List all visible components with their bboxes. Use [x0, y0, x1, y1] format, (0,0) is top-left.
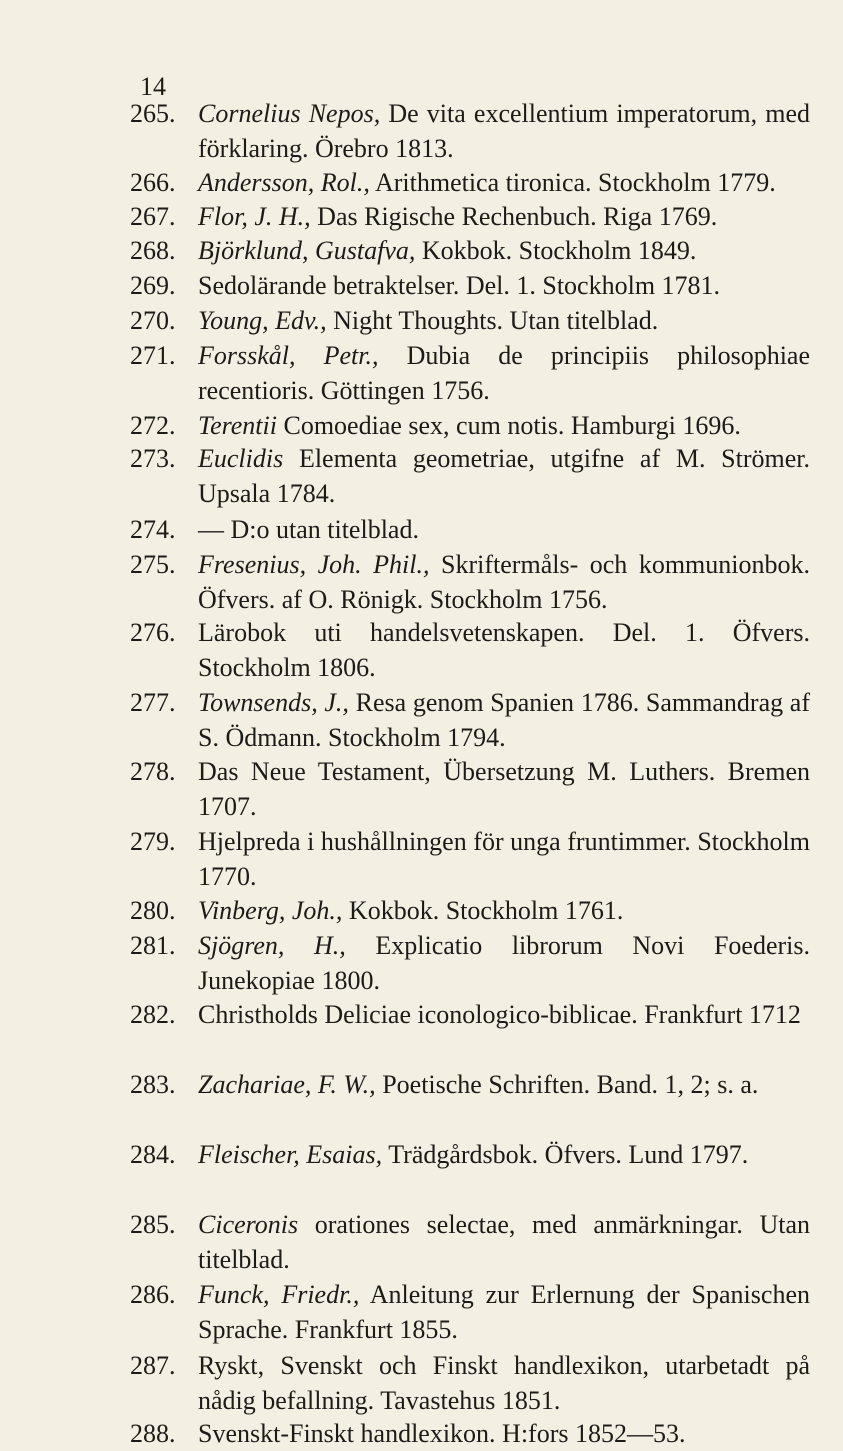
- entry-author: Young, Edv.,: [198, 306, 327, 335]
- entry-text: [198, 547, 810, 617]
- entry-title: Explicatio librorum Novi Foederis. Junekopiae 1800.: [198, 931, 811, 995]
- catalog-entry: [130, 408, 810, 443]
- page-number: 14: [140, 72, 166, 101]
- entry-author: Björklund, Gustafva,: [198, 236, 416, 265]
- catalog-entry: [130, 441, 810, 511]
- catalog-entry: [130, 96, 810, 166]
- entry-number: 271.: [130, 341, 176, 370]
- entry-number: 284.: [130, 1140, 176, 1169]
- entry-text: [198, 199, 810, 234]
- entry-text: [198, 96, 810, 166]
- catalog-entry: [130, 1137, 810, 1207]
- entry-title: Comoediae sex, cum notis. Hamburgi 1696.: [283, 411, 741, 440]
- entry-author: Townsends, J.,: [198, 688, 349, 717]
- catalog-entry: [130, 338, 810, 408]
- entry-number: 274.: [130, 515, 176, 544]
- entry-title: De vita excellentium imperatorum, med förklaring. Örebro 1813.: [198, 99, 811, 163]
- entry-text: [198, 1207, 810, 1277]
- catalog-entry: [130, 928, 810, 998]
- entry-text: [198, 997, 810, 1067]
- catalog-entry: [130, 685, 810, 755]
- entry-number: 270.: [130, 306, 176, 335]
- entry-title: Christholds Deliciae iconologico-biblicae. Frankfurt 1712: [198, 1000, 801, 1029]
- entry-author: Forsskål, Petr.,: [198, 341, 379, 370]
- entry-text: [198, 268, 810, 303]
- entry-number: 282.: [130, 1000, 176, 1029]
- entry-author: Ciceronis: [198, 1210, 299, 1239]
- entry-number: 273.: [130, 444, 176, 473]
- entry-text: [198, 441, 810, 511]
- entry-text: [198, 893, 810, 928]
- entry-number: 279.: [130, 827, 176, 856]
- entry-author: Sjögren, H.,: [198, 931, 346, 960]
- entry-number: 272.: [130, 411, 176, 440]
- entry-author: Terentii: [198, 411, 277, 440]
- entry-text: [198, 615, 810, 685]
- entry-title: Kokbok. Stockholm 1761.: [348, 896, 624, 925]
- entry-text: [198, 685, 810, 755]
- entry-number: 286.: [130, 1280, 176, 1309]
- entry-text: [198, 1137, 810, 1207]
- entry-author: Zachariae, F. W.,: [198, 1070, 376, 1099]
- entry-number: 265.: [130, 99, 176, 128]
- entry-title: Das Rigische Rechenbuch. Riga 1769.: [317, 202, 718, 231]
- catalog-entry: [130, 615, 810, 685]
- catalog-entry: [130, 1207, 810, 1277]
- entry-author: Fleischer, Esaias,: [198, 1140, 383, 1169]
- catalog-entry: [130, 824, 810, 894]
- catalog-entry: [130, 303, 810, 338]
- entry-text: [198, 1416, 810, 1451]
- entry-number: 288.: [130, 1419, 176, 1448]
- catalog-entry: [130, 1277, 810, 1347]
- catalog-entry: [130, 512, 810, 547]
- entry-number: 287.: [130, 1351, 176, 1380]
- entry-text: [198, 303, 810, 338]
- catalog-entry: [130, 754, 810, 824]
- entry-author: Funck, Friedr.,: [198, 1280, 360, 1309]
- entry-text: [198, 824, 810, 894]
- entry-number: 283.: [130, 1070, 176, 1099]
- catalog-entry: [130, 997, 810, 1067]
- entry-text: [198, 928, 810, 998]
- entry-title: Dubia de principiis philosophiae recentioris. Göttingen 1756.: [198, 341, 811, 405]
- entry-text: [198, 1277, 810, 1347]
- entry-number: 280.: [130, 896, 176, 925]
- entry-title: Poetische Schriften. Band. 1, 2; s. a.: [382, 1070, 759, 1099]
- entry-title: Elementa geometriae, utgifne af M. Strömer. Upsala 1784.: [198, 444, 811, 508]
- entry-author: Flor, J. H.,: [198, 202, 311, 231]
- entry-number: 275.: [130, 550, 176, 579]
- entry-number: 266.: [130, 168, 176, 197]
- entry-text: [198, 233, 810, 268]
- catalog-entry: [130, 1416, 810, 1451]
- catalog-entry: [130, 893, 810, 928]
- catalog-entry: [130, 199, 810, 234]
- entry-title: Night Thoughts. Utan titelblad.: [333, 306, 659, 335]
- entry-number: 285.: [130, 1210, 176, 1239]
- entry-text: [198, 408, 810, 443]
- entry-title: Anleitung zur Erlernung der Spanischen Sprache. Frankfurt 1855.: [198, 1280, 810, 1344]
- entry-title: Trädgårdsbok. Öfvers. Lund 1797.: [388, 1140, 749, 1169]
- entry-text: [198, 338, 810, 408]
- entry-title: Resa genom Spanien 1786. Sammandrag af S. Ödmann. Stockholm 1794.: [198, 688, 810, 752]
- entry-number: 277.: [130, 688, 176, 717]
- catalog-entry: [130, 268, 810, 303]
- entry-number: 268.: [130, 236, 176, 265]
- catalog-entry: [130, 233, 810, 268]
- entry-author: Vinberg, Joh.,: [198, 896, 343, 925]
- entry-author: Euclidis: [198, 444, 284, 473]
- entry-number: 269.: [130, 271, 176, 300]
- entry-number: 278.: [130, 757, 176, 786]
- entry-title: Hjelpreda i hushållningen för unga fruntimmer. Stockholm 1770.: [198, 827, 810, 891]
- entry-title: Arithmetica tironica. Stockholm 1779.: [374, 168, 776, 197]
- catalog-entry: [130, 1067, 810, 1137]
- entry-text: [198, 1067, 810, 1137]
- entry-title: Skriftermåls- och kommunionbok. Öfvers. af O. Rönigk. Stockholm 1756.: [198, 550, 810, 614]
- entry-title: orationes selectae, med anmärkningar. Utan titelblad.: [198, 1210, 810, 1274]
- entry-title: Kokbok. Stockholm 1849.: [421, 236, 697, 265]
- entry-number: 281.: [130, 931, 176, 960]
- entry-number: 276.: [130, 618, 176, 647]
- entry-text: [198, 754, 810, 824]
- entry-title: — D:o utan titelblad.: [198, 515, 419, 544]
- catalog-entry: [130, 547, 810, 617]
- entry-title: Sedolärande betraktelser. Del. 1. Stockholm 1781.: [198, 271, 721, 300]
- entry-title: Ryskt, Svenskt och Finskt handlexikon, utarbetadt på nådig befallning. Tavastehus 1851.: [198, 1351, 810, 1415]
- entry-title: Svenskt-Finskt handlexikon. H:fors 1852—53.: [198, 1419, 686, 1448]
- entry-author: Fresenius, Joh. Phil.,: [198, 550, 430, 579]
- entry-title: Das Neue Testament, Übersetzung M. Luthers. Bremen 1707.: [198, 757, 810, 821]
- entry-author: Cornelius Nepos,: [198, 99, 381, 128]
- entry-number: 267.: [130, 202, 176, 231]
- entry-author: Andersson, Rol.,: [198, 168, 370, 197]
- entry-text: [198, 512, 810, 547]
- entry-title: Lärobok uti handelsvetenskapen. Del. 1. Öfvers. Stockholm 1806.: [198, 618, 810, 682]
